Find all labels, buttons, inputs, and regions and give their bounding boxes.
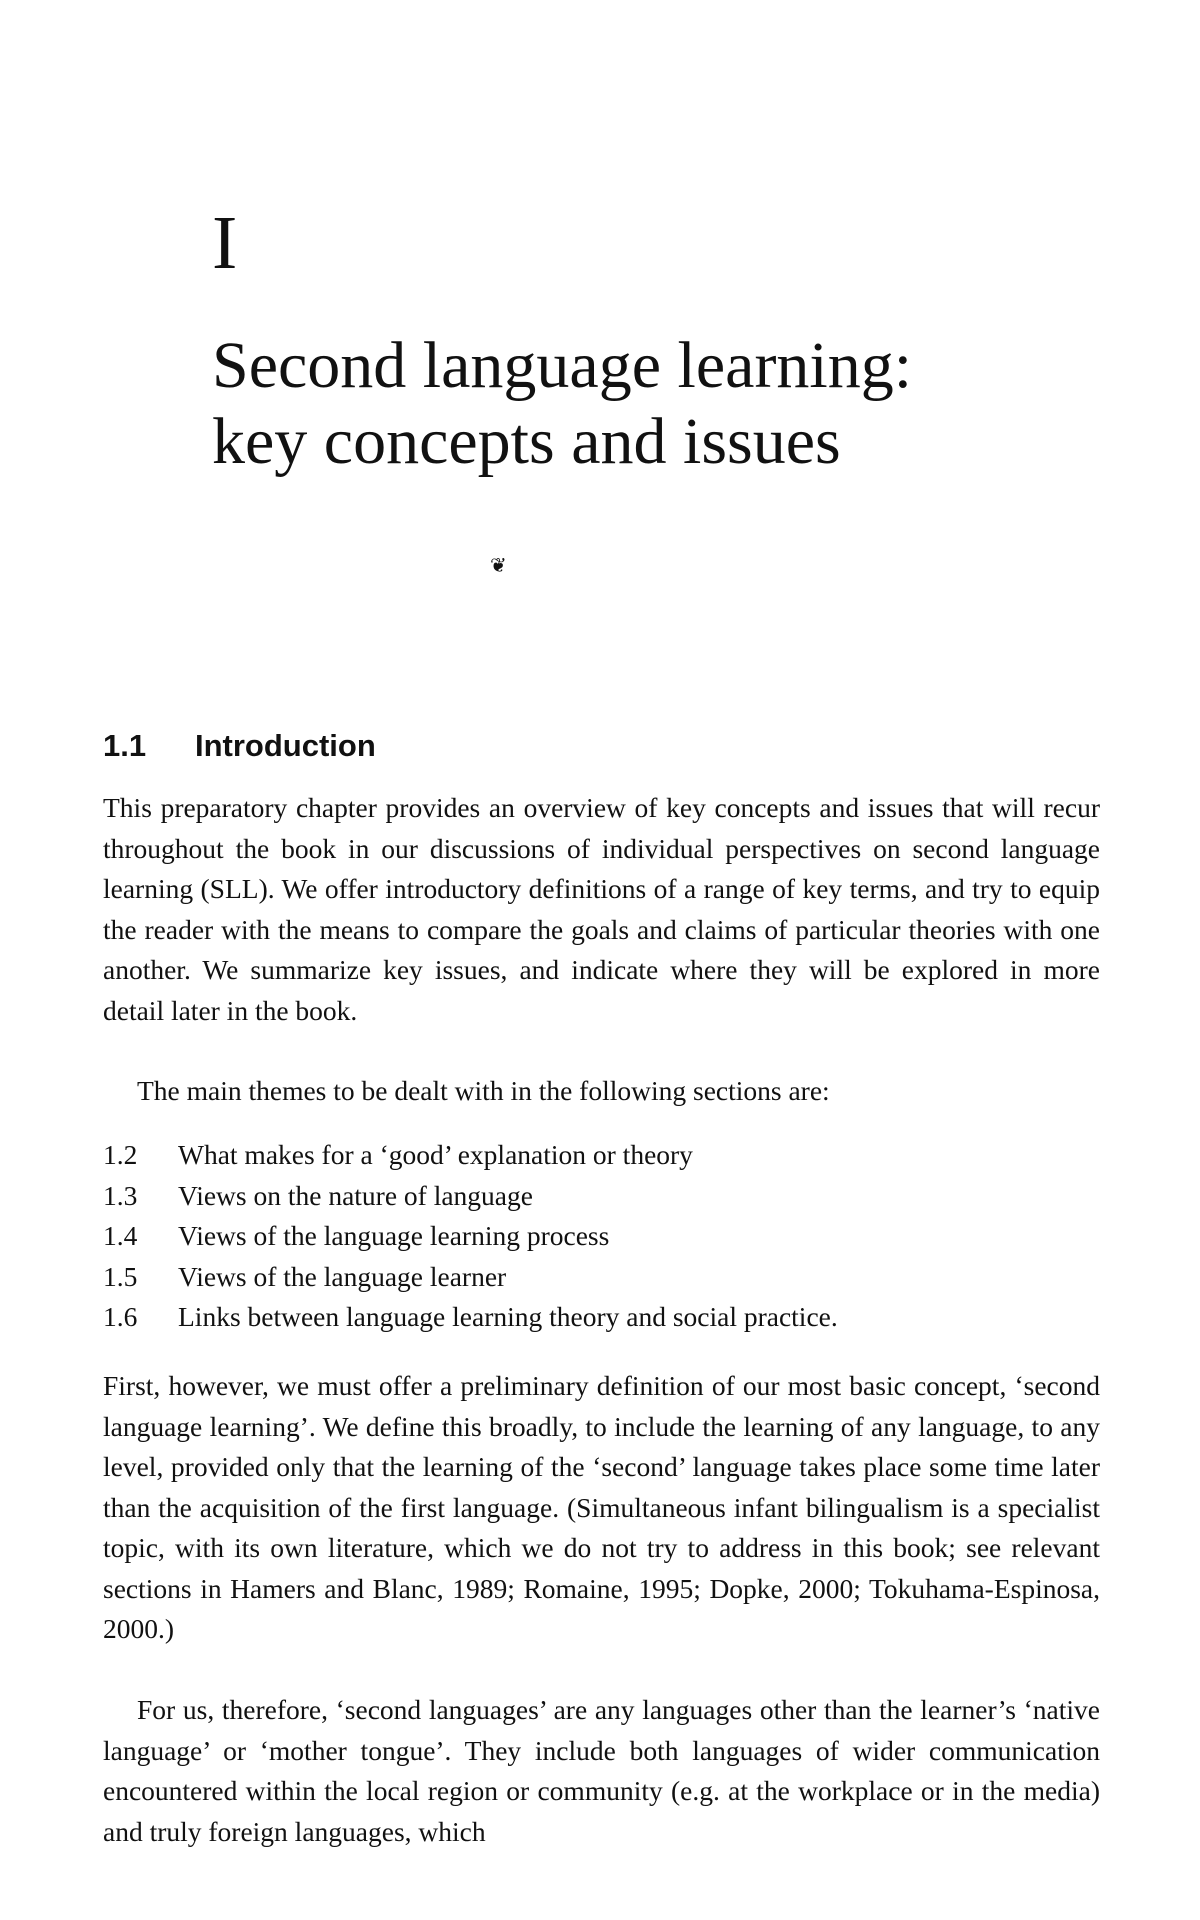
list-item-text: Links between language learning theory and social practice. xyxy=(178,1301,838,1332)
list-item-number: 1.3 xyxy=(103,1179,138,1211)
paragraph-intro: This preparatory chapter provides an overview of key concepts and issues that will recur throughout the book in our discussions of individual perspectives on second language learning (SLL). We offer introductory definitions of a range of key terms, and try to equip the reader with the means to compare the goals and claims of particular theories with one another. We summarize key issues, and indicate where they will be explored in more detail later in the book. xyxy=(103,792,1100,1026)
list-item-text: Views of the language learning process xyxy=(178,1220,610,1251)
list-item xyxy=(103,1216,1103,1257)
list-item xyxy=(103,1135,1103,1176)
paragraph-definition: First, however, we must offer a preliminary definition of our most basic concept, ‘second language learning’. We define this broadly, to include the learning of any language, to any level, provided only that the learning of the ‘second’ language takes place some time later than the acquisition of the first language. (Simultaneous infant bilingualism is a specialist topic, with its own literature, which we do not try to address in this book; see relevant sections in Hamers and Blanc, 1989; Romaine, 1995; Dopke, 2000; Tokuhama-Espinosa, 2000.) xyxy=(103,1370,1100,1644)
list-item-text: Views on the nature of language xyxy=(178,1179,533,1211)
chapter-number: I xyxy=(212,201,238,285)
section-title: Introduction xyxy=(195,728,376,763)
chapter-title xyxy=(212,328,1112,480)
chapter-title-line-1: Second language learning: xyxy=(212,329,913,402)
ornament-icon: ❦ xyxy=(490,555,507,577)
list-item-text: What makes for a ‘good’ explanation or theory xyxy=(178,1139,693,1170)
list-item-number: 1.4 xyxy=(103,1220,138,1251)
section-number: 1.1 xyxy=(103,728,147,763)
list-item-number: 1.2 xyxy=(103,1139,138,1170)
list-item xyxy=(103,1257,1103,1298)
chapter-title-line-2: key concepts and issues xyxy=(212,405,841,478)
list-item xyxy=(103,1176,1103,1217)
list-item-number: 1.5 xyxy=(103,1260,138,1292)
paragraph-themes-lead: The main themes to be dealt with in the following sections are: xyxy=(137,1075,830,1106)
paragraph-second-languages: For us, therefore, ‘second languages’ are any languages other than the learner’s ‘native language’ or ‘mother tongue’. They include both languages of wider communication encountered within the local region or community (e.g. at the workplace or in the media) and truly foreign languages, which xyxy=(103,1694,1100,1847)
list-item xyxy=(103,1297,1103,1338)
list-item-number: 1.6 xyxy=(103,1301,138,1332)
list-item-text: Views of the language learner xyxy=(178,1260,507,1292)
themes-list xyxy=(103,1135,1103,1338)
section-heading xyxy=(103,730,376,761)
